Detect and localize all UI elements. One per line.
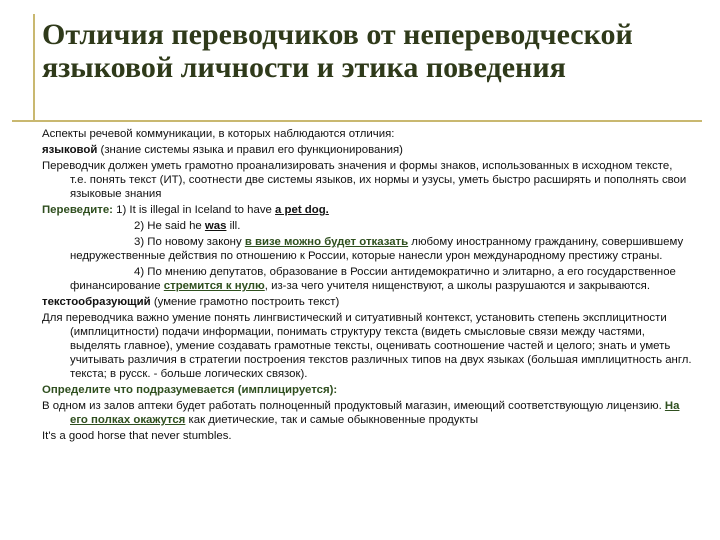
text-forming-term: текстообразующий xyxy=(42,296,151,308)
title-vertical-rule xyxy=(33,14,35,122)
context-paragraph: Для переводчика важно умение понять лингвистический и ситуативный контекст, установить степень эксплицитности (имплицитности) подачи информации, понимать структуру текста (видеть смысловые связи между частями, выделять главное), умение создавать грамотные тексты, оценивать соотношение частей и целого; знать и уметь учитывать различия в стратегии построения текстов различных типов на двух языках (большая имплицитность англ. текста; в русск. - больше логических связок). xyxy=(42,312,692,380)
exercise-3-text: 3) По новому закону xyxy=(134,236,245,248)
slide-title: Отличия переводчиков от непереводческой языковой личности и этика поведения xyxy=(42,18,633,84)
aspects-intro: Аспекты речевой коммуникации, в которых наблюдаются отличия: xyxy=(42,128,395,140)
proverb: It's a good horse that never stumbles. xyxy=(42,430,232,442)
translator-skills-paragraph: Переводчик должен уметь грамотно проанализировать значения и формы знаков, использованных в исходном тексте, т.е. понять текст (ИТ), соотнести две системы языков, их нормы и узусы, уметь быстро расширять и пополнять свои языковые знания xyxy=(42,160,687,200)
exercise-4 xyxy=(42,265,692,293)
exercise-4-highlight: стремится к нулю xyxy=(163,280,265,292)
exercise-2-highlight: was xyxy=(204,220,227,232)
exercise-4-end: , из-за чего учителя нищенствуют, а школы разрушаются и закрываются. xyxy=(264,280,651,292)
linguistic-term: языковой xyxy=(42,144,98,156)
text-forming-definition: (умение грамотно построить текст) xyxy=(150,296,340,308)
translate-label: Переведите: xyxy=(42,204,113,216)
exercise-3 xyxy=(42,235,692,263)
implication-task: Определите что подразумевается (имплицируется): xyxy=(42,384,338,396)
pharmacy-text: В одном из залов аптеки будет работать полноценный продуктовый магазин, имеющий соответствующую лицензию. xyxy=(42,400,665,412)
exercise-2-end: ill. xyxy=(226,220,241,232)
pharmacy-end: как диетические, так и самые обыкновенные продукты xyxy=(185,414,479,426)
exercise-1 xyxy=(42,203,692,217)
text-forming-aspect xyxy=(42,295,692,309)
pharmacy-highlight: На его полках окажутся xyxy=(70,400,680,426)
exercise-2-text: 2) He said he xyxy=(134,220,205,232)
exercise-2 xyxy=(42,219,692,233)
slide-body xyxy=(42,127,692,445)
exercise-1-highlight: a pet dog. xyxy=(275,204,329,216)
linguistic-definition: (знание системы языка и правил его функционирования) xyxy=(97,144,403,156)
exercise-1-text: 1) It is illegal in Iceland to have xyxy=(112,204,276,216)
exercise-4-text: 4) По мнению депутатов, образование в России антидемократично и элитарно, а его государственное финансирование xyxy=(70,266,676,292)
linguistic-aspect xyxy=(42,143,692,157)
pharmacy-example xyxy=(42,399,692,427)
title-horizontal-rule xyxy=(12,120,702,122)
exercise-3-end: любому иностранному гражданину, совершившему недружественные действия по отношению к России, которые нанесли урон международному престижу страны. xyxy=(70,236,684,262)
exercise-3-highlight: в визе можно будет отказать xyxy=(244,236,409,248)
